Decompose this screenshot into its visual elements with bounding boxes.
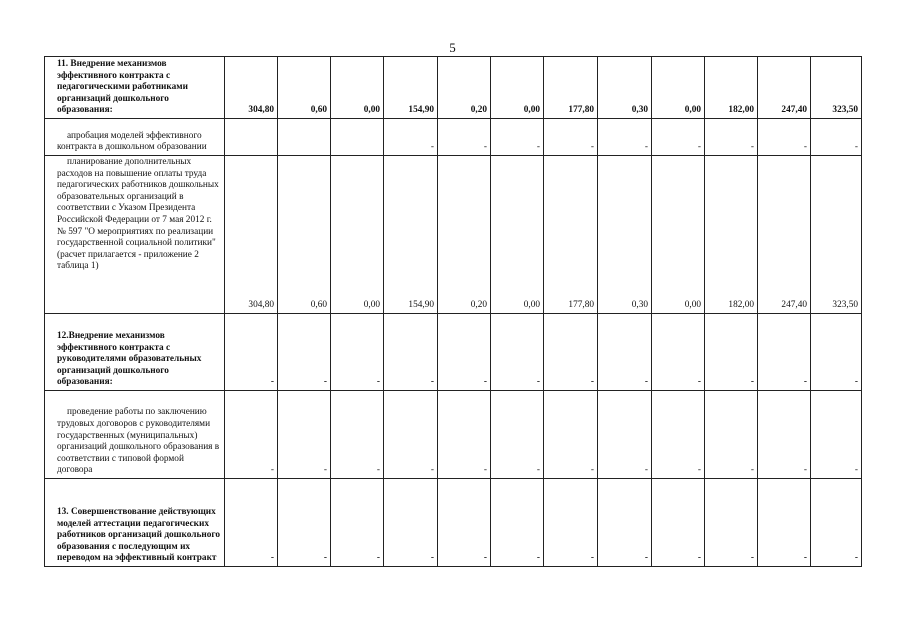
table-cell: - <box>438 479 491 567</box>
table-cell: - <box>705 391 758 479</box>
table-cell: 0,30 <box>598 57 652 119</box>
table-cell: - <box>544 391 598 479</box>
table-cell: - <box>491 391 544 479</box>
row-description: планирование дополнительных расходов на повышение оплаты труда педагогических работников дошкольных образовательных организаций в соответствии с Указом Президента Российской Федерации от 7 мая 2012 г. № 597 "О мероприятиях по реализации государственной социальной политики" (расчет прилагается - приложение 2 таблица 1) <box>45 156 225 314</box>
table-row <box>45 479 862 567</box>
table-cell: 0,30 <box>598 156 652 314</box>
page-number: 5 <box>449 40 456 55</box>
table-cell: 0,20 <box>438 57 491 119</box>
table-cell: 0,60 <box>278 57 331 119</box>
table-cell: - <box>652 391 705 479</box>
table-cell: - <box>598 391 652 479</box>
table-cell: - <box>758 119 811 156</box>
table-cell: - <box>598 119 652 156</box>
table-cell: - <box>384 391 438 479</box>
table-cell: - <box>811 391 862 479</box>
table-cell: - <box>705 479 758 567</box>
table-cell: 0,00 <box>491 57 544 119</box>
table-cell: - <box>331 314 384 391</box>
table-cell: - <box>491 479 544 567</box>
table-cell: - <box>331 479 384 567</box>
table-cell: 0,00 <box>331 57 384 119</box>
table-cell: - <box>758 314 811 391</box>
table-cell: - <box>544 314 598 391</box>
table-cell: 154,90 <box>384 156 438 314</box>
table-cell: 0,00 <box>491 156 544 314</box>
table-cell: - <box>384 479 438 567</box>
table-cell: - <box>598 479 652 567</box>
table-cell: 177,80 <box>544 57 598 119</box>
table-cell: - <box>758 479 811 567</box>
table-cell: 247,40 <box>758 156 811 314</box>
row-description: проведение работы по заключению трудовых договоров с руководителями государственных (муниципальных) организаций дошкольного образования в соответствии с типовой формой договора <box>45 391 225 479</box>
table-cell: 182,00 <box>705 57 758 119</box>
table-cell: - <box>278 479 331 567</box>
table-cell: - <box>705 314 758 391</box>
table-cell <box>278 119 331 156</box>
table-row <box>45 391 862 479</box>
table-cell: - <box>384 119 438 156</box>
table-cell: - <box>705 119 758 156</box>
table-cell: - <box>225 314 278 391</box>
table-row <box>45 119 862 156</box>
table-cell: - <box>225 391 278 479</box>
row-description: 12.Внедрение механизмов эффективного контракта с руководителями образовательных организаций дошкольного образования: <box>45 314 225 391</box>
table-cell: - <box>491 119 544 156</box>
table-cell: 0,00 <box>331 156 384 314</box>
table-cell: - <box>811 479 862 567</box>
table-cell: - <box>438 119 491 156</box>
table-cell: 177,80 <box>544 156 598 314</box>
table-body <box>45 57 862 567</box>
table-cell: - <box>758 391 811 479</box>
table-cell: 247,40 <box>758 57 811 119</box>
table-cell: - <box>598 314 652 391</box>
table-cell: - <box>278 391 331 479</box>
table-cell: 0,00 <box>652 57 705 119</box>
row-description: апробация моделей эффективного контракта в дошкольном образовании <box>45 119 225 156</box>
table-cell: - <box>811 314 862 391</box>
table-cell: - <box>544 479 598 567</box>
table-cell: - <box>384 314 438 391</box>
row-description: 13. Совершенствование действующих моделей аттестации педагогических работников организаций дошкольного образования с последующим их переводом на эффективный контракт <box>45 479 225 567</box>
table-cell: - <box>811 119 862 156</box>
table-cell: - <box>438 314 491 391</box>
table-cell: - <box>652 479 705 567</box>
table-cell: - <box>225 479 278 567</box>
table-cell: 182,00 <box>705 156 758 314</box>
table-cell <box>225 119 278 156</box>
table-row <box>45 314 862 391</box>
table-cell: 0,00 <box>652 156 705 314</box>
table-cell: - <box>491 314 544 391</box>
table-cell: - <box>652 314 705 391</box>
table-cell: 323,50 <box>811 156 862 314</box>
table-row <box>45 156 862 314</box>
table-cell: - <box>544 119 598 156</box>
table-cell: 154,90 <box>384 57 438 119</box>
table-cell: 323,50 <box>811 57 862 119</box>
table-cell: 0,20 <box>438 156 491 314</box>
table-cell: - <box>438 391 491 479</box>
table-cell: - <box>331 391 384 479</box>
row-description: 11. Внедрение механизмов эффективного контракта с педагогическими работниками организаций дошкольного образования: <box>45 57 225 119</box>
table-cell: 0,60 <box>278 156 331 314</box>
table-cell: - <box>278 314 331 391</box>
table-cell: 304,80 <box>225 57 278 119</box>
table-cell: - <box>652 119 705 156</box>
table-cell: 304,80 <box>225 156 278 314</box>
table-row <box>45 57 862 119</box>
table-cell <box>331 119 384 156</box>
expenditure-table <box>44 56 862 567</box>
